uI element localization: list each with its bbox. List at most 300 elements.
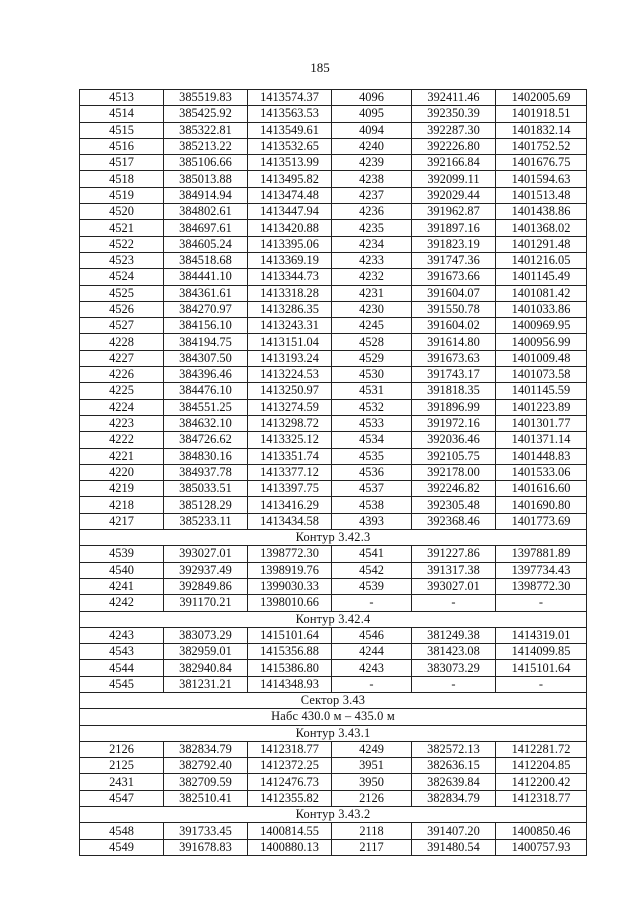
- table-cell: 391673.66: [412, 269, 496, 285]
- table-cell: 1415101.64: [248, 627, 332, 643]
- table-cell: 4535: [332, 448, 412, 464]
- table-row: [80, 432, 587, 448]
- table-cell: 4541: [332, 546, 412, 562]
- table-cell: 4532: [332, 399, 412, 415]
- table-cell: 391743.17: [412, 367, 496, 383]
- table-cell: 4521: [80, 220, 164, 236]
- table-cell: 392029.44: [412, 187, 496, 203]
- table-cell: 1401033.86: [496, 301, 587, 317]
- table-cell: 4243: [80, 627, 164, 643]
- table-cell: 4514: [80, 106, 164, 122]
- table-row: [80, 660, 587, 676]
- table-cell: 4238: [332, 171, 412, 187]
- table-row: [80, 171, 587, 187]
- table-cell: 4513: [80, 90, 164, 106]
- table-cell: 382940.84: [164, 660, 248, 676]
- table-cell: 1401223.89: [496, 399, 587, 415]
- table-cell: 392166.84: [412, 155, 496, 171]
- table-row: [80, 155, 587, 171]
- table-cell: 4228: [80, 334, 164, 350]
- table-cell: 1397881.89: [496, 546, 587, 562]
- table-row: [80, 578, 587, 594]
- table-row: [80, 90, 587, 106]
- table-cell: 4219: [80, 481, 164, 497]
- table-cell: -: [332, 595, 412, 611]
- table-cell: 391897.16: [412, 220, 496, 236]
- table-cell: 4095: [332, 106, 412, 122]
- table-cell: 383073.29: [412, 660, 496, 676]
- table-cell: 384441.10: [164, 269, 248, 285]
- table-cell: 4236: [332, 204, 412, 220]
- table-cell: 384914.94: [164, 187, 248, 203]
- table-row: [80, 415, 587, 431]
- table-cell: 4543: [80, 644, 164, 660]
- section-row: [80, 807, 587, 823]
- section-title: Контур 3.42.3: [80, 530, 587, 546]
- table-cell: 391733.45: [164, 823, 248, 839]
- table-cell: 384156.10: [164, 318, 248, 334]
- table-row: [80, 823, 587, 839]
- table-row: [80, 644, 587, 660]
- table-cell: 4221: [80, 448, 164, 464]
- table-cell: 4545: [80, 676, 164, 692]
- table-cell: 1415386.80: [248, 660, 332, 676]
- table-cell: 391962.87: [412, 204, 496, 220]
- table-cell: 1412355.82: [248, 790, 332, 806]
- table-cell: 4542: [332, 562, 412, 578]
- section-title: Контур 3.42.4: [80, 611, 587, 627]
- table-cell: 4522: [80, 236, 164, 252]
- section-row: [80, 709, 587, 725]
- table-cell: 2126: [80, 741, 164, 757]
- table-row: [80, 627, 587, 643]
- table-cell: 1412318.77: [248, 741, 332, 757]
- table-cell: 3951: [332, 758, 412, 774]
- table-cell: 1413513.99: [248, 155, 332, 171]
- table-cell: 385033.51: [164, 481, 248, 497]
- table-cell: 1398919.76: [248, 562, 332, 578]
- table-cell: 4519: [80, 187, 164, 203]
- table-cell: 384518.68: [164, 252, 248, 268]
- coordinates-table: [79, 89, 587, 856]
- table-cell: 4232: [332, 269, 412, 285]
- table-row: [80, 399, 587, 415]
- table-cell: 4524: [80, 269, 164, 285]
- table-cell: 1413397.75: [248, 481, 332, 497]
- table-row: [80, 269, 587, 285]
- table-cell: 385322.81: [164, 122, 248, 138]
- table-cell: 391604.07: [412, 285, 496, 301]
- table-cell: 392849.86: [164, 578, 248, 594]
- table-cell: 392368.46: [412, 513, 496, 529]
- table-cell: 4249: [332, 741, 412, 757]
- table-cell: 4094: [332, 122, 412, 138]
- table-cell: 1414348.93: [248, 676, 332, 692]
- table-cell: 392099.11: [412, 171, 496, 187]
- table-row: [80, 187, 587, 203]
- table-cell: 1413286.35: [248, 301, 332, 317]
- table-cell: 392287.30: [412, 122, 496, 138]
- table-cell: 1401301.77: [496, 415, 587, 431]
- table-cell: 2125: [80, 758, 164, 774]
- table-cell: 1413344.73: [248, 269, 332, 285]
- table-cell: 391823.19: [412, 236, 496, 252]
- table-row: [80, 562, 587, 578]
- table-row: [80, 790, 587, 806]
- table-cell: 4548: [80, 823, 164, 839]
- coordinates-table-body: [80, 90, 587, 856]
- table-cell: 1401448.83: [496, 448, 587, 464]
- table-cell: 1413447.94: [248, 204, 332, 220]
- table-cell: 1413325.12: [248, 432, 332, 448]
- table-row: [80, 138, 587, 154]
- table-cell: 391896.99: [412, 399, 496, 415]
- section-row: [80, 530, 587, 546]
- table-cell: 381423.08: [412, 644, 496, 660]
- table-cell: 4235: [332, 220, 412, 236]
- table-row: [80, 383, 587, 399]
- table-cell: 4230: [332, 301, 412, 317]
- table-cell: 4225: [80, 383, 164, 399]
- table-cell: -: [496, 595, 587, 611]
- table-cell: 1415101.64: [496, 660, 587, 676]
- table-cell: 1413193.24: [248, 350, 332, 366]
- table-cell: 384194.75: [164, 334, 248, 350]
- table-cell: 1401832.14: [496, 122, 587, 138]
- table-cell: 4096: [332, 90, 412, 106]
- table-cell: 391678.83: [164, 839, 248, 855]
- table-row: [80, 252, 587, 268]
- table-cell: 1412318.77: [496, 790, 587, 806]
- table-cell: 385013.88: [164, 171, 248, 187]
- table-cell: 4525: [80, 285, 164, 301]
- table-cell: 393027.01: [164, 546, 248, 562]
- table-cell: 4544: [80, 660, 164, 676]
- table-row: [80, 236, 587, 252]
- table-cell: 4540: [80, 562, 164, 578]
- table-row: [80, 204, 587, 220]
- table-cell: 382639.84: [412, 774, 496, 790]
- table-cell: 381231.21: [164, 676, 248, 692]
- table-cell: 1413532.65: [248, 138, 332, 154]
- section-title: Контур 3.43.1: [80, 725, 587, 741]
- table-cell: 1401594.63: [496, 171, 587, 187]
- table-cell: 1412204.85: [496, 758, 587, 774]
- table-cell: 381249.38: [412, 627, 496, 643]
- table-cell: 4217: [80, 513, 164, 529]
- table-cell: 392178.00: [412, 464, 496, 480]
- section-title: Набс 430.0 м – 435.0 м: [80, 709, 587, 725]
- table-row: [80, 318, 587, 334]
- table-cell: 4529: [332, 350, 412, 366]
- table-cell: 4530: [332, 367, 412, 383]
- table-row: [80, 774, 587, 790]
- table-cell: 4234: [332, 236, 412, 252]
- table-cell: 4231: [332, 285, 412, 301]
- table-cell: -: [496, 676, 587, 692]
- table-cell: 384632.10: [164, 415, 248, 431]
- table-cell: 4239: [332, 155, 412, 171]
- table-cell: 385425.92: [164, 106, 248, 122]
- table-cell: 1399030.33: [248, 578, 332, 594]
- table-cell: 1400969.95: [496, 318, 587, 334]
- table-cell: 391407.20: [412, 823, 496, 839]
- table-cell: 4241: [80, 578, 164, 594]
- table-cell: 391972.16: [412, 415, 496, 431]
- table-row: [80, 367, 587, 383]
- table-cell: 1401752.52: [496, 138, 587, 154]
- table-cell: 1412200.42: [496, 774, 587, 790]
- table-cell: 2431: [80, 774, 164, 790]
- table-cell: 1413434.58: [248, 513, 332, 529]
- table-cell: 1401368.02: [496, 220, 587, 236]
- table-row: [80, 481, 587, 497]
- table-row: [80, 595, 587, 611]
- table-cell: 392246.82: [412, 481, 496, 497]
- table-cell: 4538: [332, 497, 412, 513]
- table-cell: 4218: [80, 497, 164, 513]
- table-row: [80, 285, 587, 301]
- table-row: [80, 758, 587, 774]
- table-cell: 1398772.30: [496, 578, 587, 594]
- table-cell: 1413574.37: [248, 90, 332, 106]
- table-cell: 1414099.85: [496, 644, 587, 660]
- table-cell: 4531: [332, 383, 412, 399]
- table-row: [80, 350, 587, 366]
- table-cell: 4517: [80, 155, 164, 171]
- table-cell: 392105.75: [412, 448, 496, 464]
- table-cell: 391170.21: [164, 595, 248, 611]
- table-cell: 4523: [80, 252, 164, 268]
- table-cell: 1402005.69: [496, 90, 587, 106]
- table-cell: 1401918.51: [496, 106, 587, 122]
- table-cell: 4549: [80, 839, 164, 855]
- table-row: [80, 122, 587, 138]
- table-cell: 4518: [80, 171, 164, 187]
- table-cell: 391747.36: [412, 252, 496, 268]
- table-cell: 1413474.48: [248, 187, 332, 203]
- table-cell: 1398010.66: [248, 595, 332, 611]
- table-cell: 4242: [80, 595, 164, 611]
- section-row: [80, 611, 587, 627]
- table-cell: 4226: [80, 367, 164, 383]
- table-cell: 1401145.59: [496, 383, 587, 399]
- table-cell: 385233.11: [164, 513, 248, 529]
- table-row: [80, 334, 587, 350]
- table-cell: 392937.49: [164, 562, 248, 578]
- table-cell: 1413416.29: [248, 497, 332, 513]
- table-cell: 1413377.12: [248, 464, 332, 480]
- table-cell: 4222: [80, 432, 164, 448]
- table-cell: 384605.24: [164, 236, 248, 252]
- table-row: [80, 464, 587, 480]
- table-cell: 382834.79: [164, 741, 248, 757]
- table-cell: 391227.86: [412, 546, 496, 562]
- section-row: [80, 692, 587, 708]
- table-cell: 3950: [332, 774, 412, 790]
- table-cell: -: [332, 676, 412, 692]
- table-cell: 1401773.69: [496, 513, 587, 529]
- table-cell: 1400814.55: [248, 823, 332, 839]
- table-cell: 1415356.88: [248, 644, 332, 660]
- table-cell: 1397734.43: [496, 562, 587, 578]
- table-cell: 4243: [332, 660, 412, 676]
- table-cell: 2117: [332, 839, 412, 855]
- table-cell: 1401073.58: [496, 367, 587, 383]
- table-cell: 392305.48: [412, 497, 496, 513]
- table-cell: 384270.97: [164, 301, 248, 317]
- table-cell: 4244: [332, 644, 412, 660]
- table-cell: 4546: [332, 627, 412, 643]
- table-cell: 392036.46: [412, 432, 496, 448]
- table-cell: 4533: [332, 415, 412, 431]
- table-row: [80, 676, 587, 692]
- table-cell: 2126: [332, 790, 412, 806]
- table-cell: 4227: [80, 350, 164, 366]
- table-cell: 382959.01: [164, 644, 248, 660]
- table-cell: 385213.22: [164, 138, 248, 154]
- table-cell: 384476.10: [164, 383, 248, 399]
- table-cell: 391604.02: [412, 318, 496, 334]
- table-cell: 1401676.75: [496, 155, 587, 171]
- table-cell: 384937.78: [164, 464, 248, 480]
- table-cell: 1413395.06: [248, 236, 332, 252]
- table-row: [80, 106, 587, 122]
- table-cell: 384396.46: [164, 367, 248, 383]
- table-row: [80, 741, 587, 757]
- table-cell: 4233: [332, 252, 412, 268]
- table-cell: 384830.16: [164, 448, 248, 464]
- section-title: Контур 3.43.2: [80, 807, 587, 823]
- table-cell: 383073.29: [164, 627, 248, 643]
- table-cell: 1413318.28: [248, 285, 332, 301]
- table-cell: 4245: [332, 318, 412, 334]
- table-cell: 1413151.04: [248, 334, 332, 350]
- table-cell: 392350.39: [412, 106, 496, 122]
- table-cell: 2118: [332, 823, 412, 839]
- table-cell: 1413243.31: [248, 318, 332, 334]
- table-cell: 1401081.42: [496, 285, 587, 301]
- table-cell: 1413250.97: [248, 383, 332, 399]
- table-cell: 392226.80: [412, 138, 496, 154]
- section-title: Сектор 3.43: [80, 692, 587, 708]
- table-cell: -: [412, 676, 496, 692]
- table-cell: 382510.41: [164, 790, 248, 806]
- table-cell: 1413298.72: [248, 415, 332, 431]
- table-cell: 1414319.01: [496, 627, 587, 643]
- table-cell: 4536: [332, 464, 412, 480]
- table-cell: 1401438.86: [496, 204, 587, 220]
- table-cell: 1413420.88: [248, 220, 332, 236]
- table-row: [80, 220, 587, 236]
- table-cell: 4516: [80, 138, 164, 154]
- table-cell: 384802.61: [164, 204, 248, 220]
- table-cell: 1412372.25: [248, 758, 332, 774]
- table-cell: 1400757.93: [496, 839, 587, 855]
- table-cell: 1400956.99: [496, 334, 587, 350]
- table-cell: 4515: [80, 122, 164, 138]
- table-cell: 391818.35: [412, 383, 496, 399]
- table-cell: 1401616.60: [496, 481, 587, 497]
- table-cell: 1412476.73: [248, 774, 332, 790]
- table-cell: 1401371.14: [496, 432, 587, 448]
- table-cell: 385519.83: [164, 90, 248, 106]
- table-cell: 1413274.59: [248, 399, 332, 415]
- table-row: [80, 839, 587, 855]
- table-cell: 382636.15: [412, 758, 496, 774]
- table-cell: 384307.50: [164, 350, 248, 366]
- table-cell: 1401291.48: [496, 236, 587, 252]
- table-cell: 1413351.74: [248, 448, 332, 464]
- table-cell: 382834.79: [412, 790, 496, 806]
- table-row: [80, 448, 587, 464]
- table-cell: 391614.80: [412, 334, 496, 350]
- table-cell: 382792.40: [164, 758, 248, 774]
- table-cell: 4534: [332, 432, 412, 448]
- table-cell: 1401690.80: [496, 497, 587, 513]
- page-number: 185: [310, 60, 330, 75]
- table-cell: 1413563.53: [248, 106, 332, 122]
- table-cell: 1413549.61: [248, 122, 332, 138]
- table-cell: 1401513.48: [496, 187, 587, 203]
- table-cell: 4527: [80, 318, 164, 334]
- table-cell: 1400850.46: [496, 823, 587, 839]
- table-cell: 4393: [332, 513, 412, 529]
- table-cell: 385106.66: [164, 155, 248, 171]
- table-cell: 4223: [80, 415, 164, 431]
- table-cell: 4520: [80, 204, 164, 220]
- table-cell: 1398772.30: [248, 546, 332, 562]
- table-cell: 4528: [332, 334, 412, 350]
- table-cell: 391550.78: [412, 301, 496, 317]
- table-cell: 384697.61: [164, 220, 248, 236]
- table-cell: 1401145.49: [496, 269, 587, 285]
- table-cell: 392411.46: [412, 90, 496, 106]
- table-cell: 1412281.72: [496, 741, 587, 757]
- table-cell: 385128.29: [164, 497, 248, 513]
- table-cell: 4547: [80, 790, 164, 806]
- table-cell: 1400880.13: [248, 839, 332, 855]
- table-cell: 1413224.53: [248, 367, 332, 383]
- table-cell: 1401216.05: [496, 252, 587, 268]
- table-cell: 4537: [332, 481, 412, 497]
- table-cell: 384726.62: [164, 432, 248, 448]
- section-row: [80, 725, 587, 741]
- table-row: [80, 497, 587, 513]
- table-cell: 384361.61: [164, 285, 248, 301]
- table-row: [80, 513, 587, 529]
- table-cell: 391480.54: [412, 839, 496, 855]
- table-cell: 4539: [80, 546, 164, 562]
- table-row: [80, 546, 587, 562]
- table-cell: 393027.01: [412, 578, 496, 594]
- table-row: [80, 301, 587, 317]
- table-cell: 4539: [332, 578, 412, 594]
- table-cell: -: [412, 595, 496, 611]
- table-cell: 4526: [80, 301, 164, 317]
- table-cell: 382572.13: [412, 741, 496, 757]
- table-cell: 391673.63: [412, 350, 496, 366]
- table-cell: 4237: [332, 187, 412, 203]
- table-cell: 382709.59: [164, 774, 248, 790]
- table-cell: 4224: [80, 399, 164, 415]
- table-cell: 1401533.06: [496, 464, 587, 480]
- table-cell: 391317.38: [412, 562, 496, 578]
- table-cell: 1413495.82: [248, 171, 332, 187]
- table-cell: 4220: [80, 464, 164, 480]
- table-cell: 384551.25: [164, 399, 248, 415]
- table-cell: 1401009.48: [496, 350, 587, 366]
